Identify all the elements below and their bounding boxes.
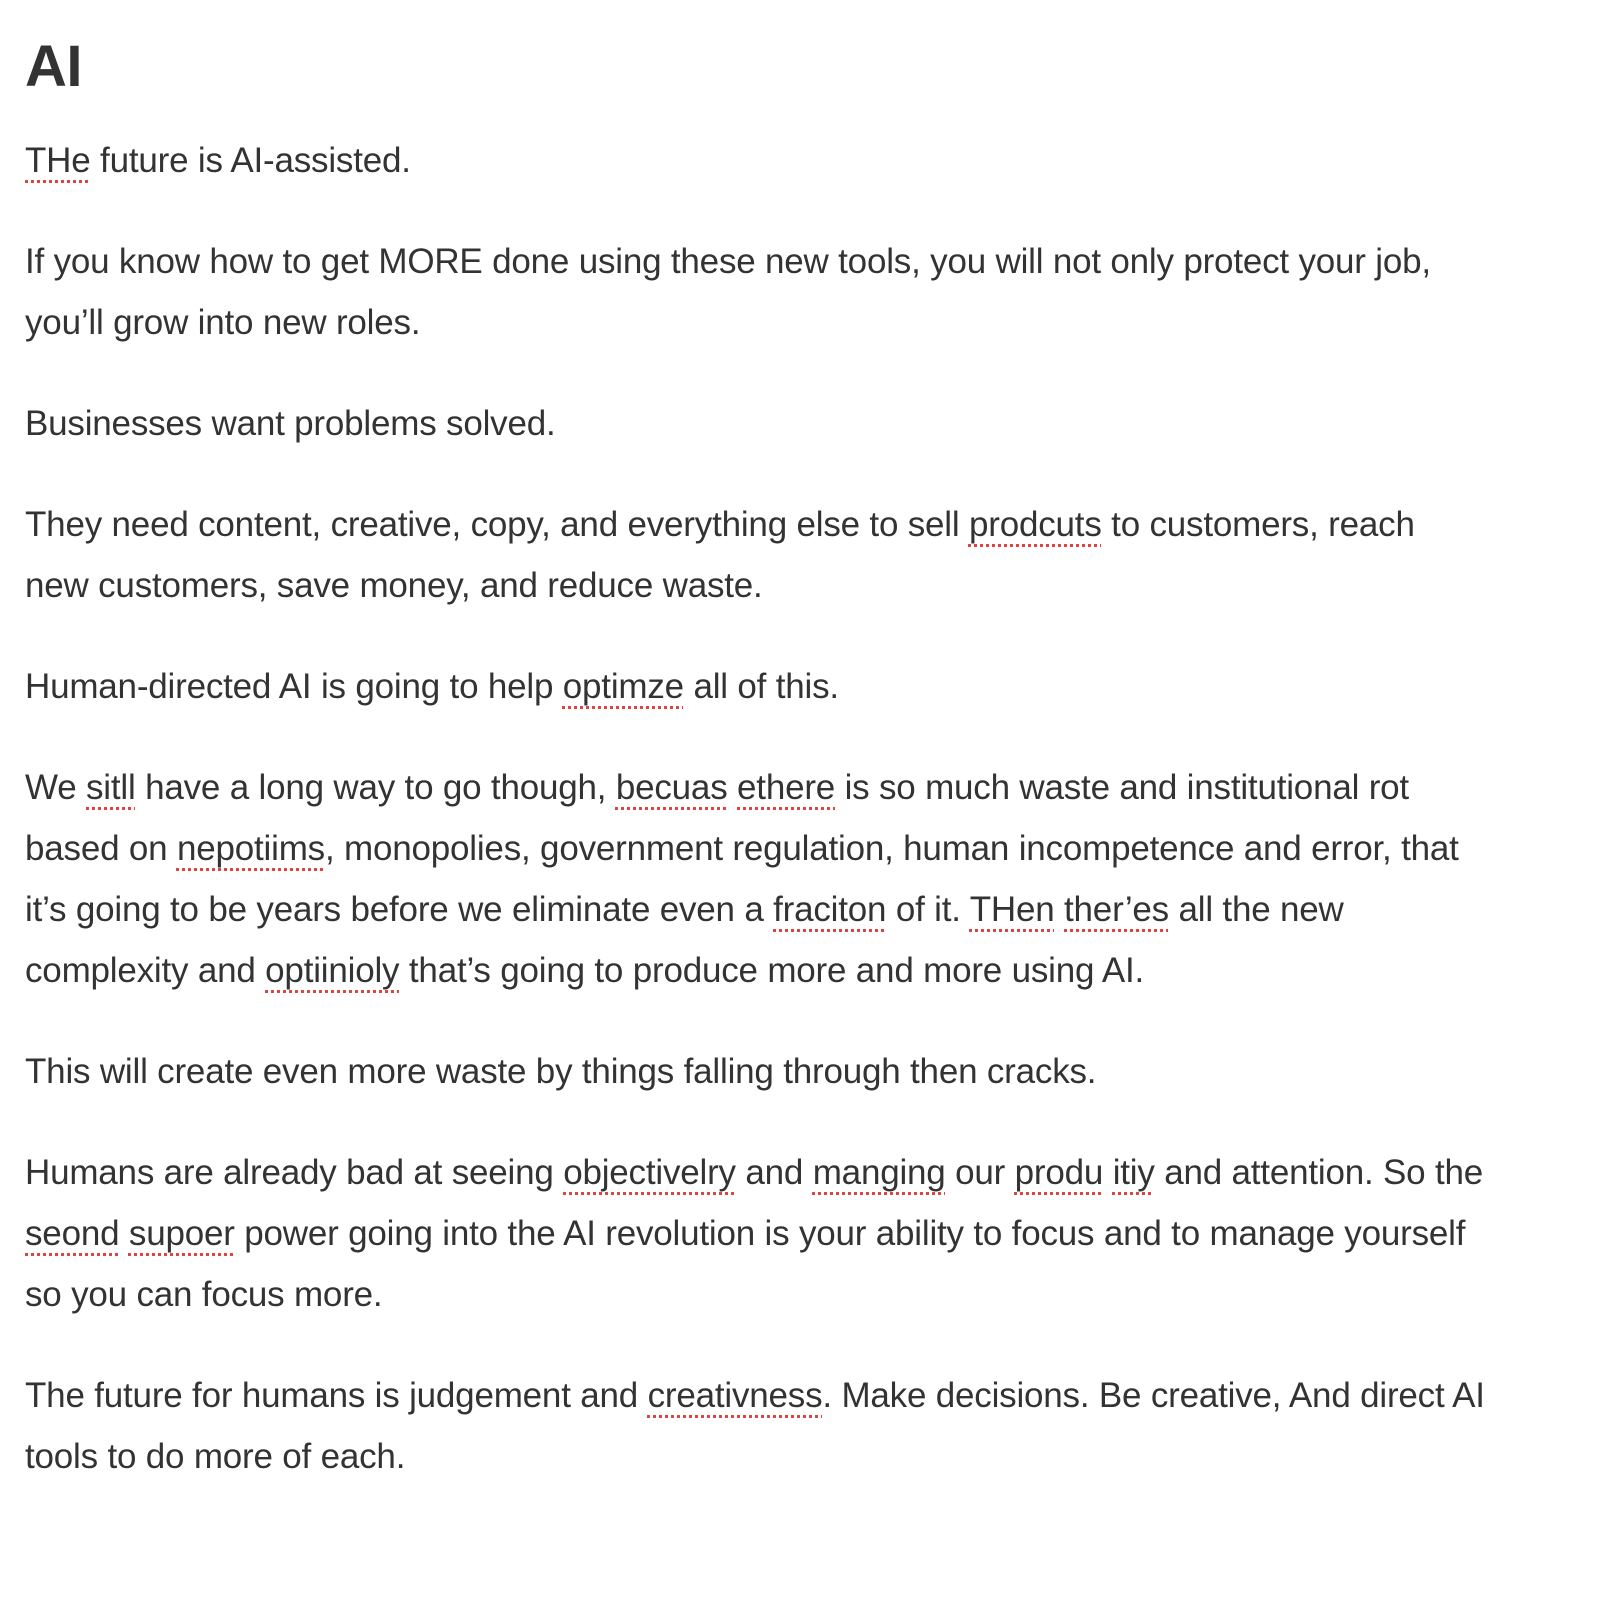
document-body[interactable] — [25, 130, 1485, 1487]
paragraph[interactable] — [25, 393, 1485, 454]
text-run: The future for humans is judgement and — [25, 1376, 648, 1415]
text-run: Human-directed AI is going to help — [25, 667, 563, 706]
paragraph[interactable] — [25, 1041, 1485, 1102]
misspelled-word[interactable]: optiinioly — [265, 951, 400, 990]
paragraph[interactable] — [25, 1365, 1485, 1487]
text-run: all of this. — [683, 667, 839, 706]
paragraph[interactable] — [25, 1142, 1485, 1325]
text-run: and — [735, 1153, 813, 1192]
document-title[interactable]: AI — [25, 34, 82, 99]
text-run: We — [25, 768, 86, 807]
misspelled-word[interactable]: seond — [25, 1214, 120, 1253]
text-run: Humans are already bad at seeing — [25, 1153, 564, 1192]
text-run: Businesses want problems solved. — [25, 404, 556, 443]
paragraph[interactable] — [25, 130, 1485, 191]
misspelled-word[interactable]: produ — [1014, 1153, 1104, 1192]
misspelled-word[interactable]: becuas — [615, 768, 728, 807]
misspelled-word[interactable]: THe — [25, 141, 91, 180]
misspelled-word[interactable]: optimze — [562, 667, 684, 706]
text-run: all the new complexity and — [25, 890, 1344, 990]
misspelled-word[interactable]: itiy — [1112, 1153, 1155, 1192]
paragraph[interactable] — [25, 494, 1485, 616]
text-run — [728, 768, 738, 807]
misspelled-word[interactable]: creativness — [647, 1376, 823, 1415]
text-run: They need content, creative, copy, and everything else to sell — [25, 505, 969, 544]
text-run: is so much waste and institutional rot based on — [25, 768, 1409, 868]
text-run — [119, 1214, 129, 1253]
text-run — [1054, 890, 1064, 929]
text-run — [1103, 1153, 1113, 1192]
misspelled-word[interactable]: ther’es — [1064, 890, 1169, 929]
text-run: . Make decisions. Be creative, And direct AI tools to do more of each. — [25, 1376, 1485, 1476]
misspelled-word[interactable]: objectivelry — [563, 1153, 736, 1192]
paragraph[interactable] — [25, 231, 1485, 353]
text-run: our — [945, 1153, 1015, 1192]
misspelled-word[interactable]: nepotiims — [176, 829, 325, 868]
misspelled-word[interactable]: sitll — [86, 768, 136, 807]
misspelled-word[interactable]: fraciton — [773, 890, 887, 929]
text-run: of it. — [886, 890, 970, 929]
document-editor[interactable] — [25, 0, 1485, 1527]
text-run: to customers, reach new customers, save money, and reduce waste. — [25, 505, 1415, 605]
misspelled-word[interactable]: supoer — [128, 1214, 235, 1253]
text-run: future is AI-assisted. — [90, 141, 411, 180]
text-run: If you know how to get MORE done using these new tools, you will not only protect your job, you’ll grow into new roles. — [25, 242, 1431, 342]
paragraph[interactable] — [25, 757, 1485, 1001]
misspelled-word[interactable]: THen — [969, 890, 1055, 929]
text-run: This will create even more waste by things falling through then cracks. — [25, 1052, 1097, 1091]
text-run: , monopolies, government regulation, human incompetence and error, that it’s going to be years before we eliminate even a — [25, 829, 1459, 929]
text-run: have a long way to go though, — [135, 768, 616, 807]
paragraph[interactable] — [25, 656, 1485, 717]
text-run: and attention. So the — [1154, 1153, 1484, 1192]
misspelled-word[interactable]: ethere — [737, 768, 836, 807]
text-run: power going into the AI revolution is your ability to focus and to manage yourself so you can focus more. — [25, 1214, 1466, 1314]
text-run: that’s going to produce more and more using AI. — [399, 951, 1145, 990]
misspelled-word[interactable]: manging — [812, 1153, 946, 1192]
misspelled-word[interactable]: prodcuts — [968, 505, 1102, 544]
